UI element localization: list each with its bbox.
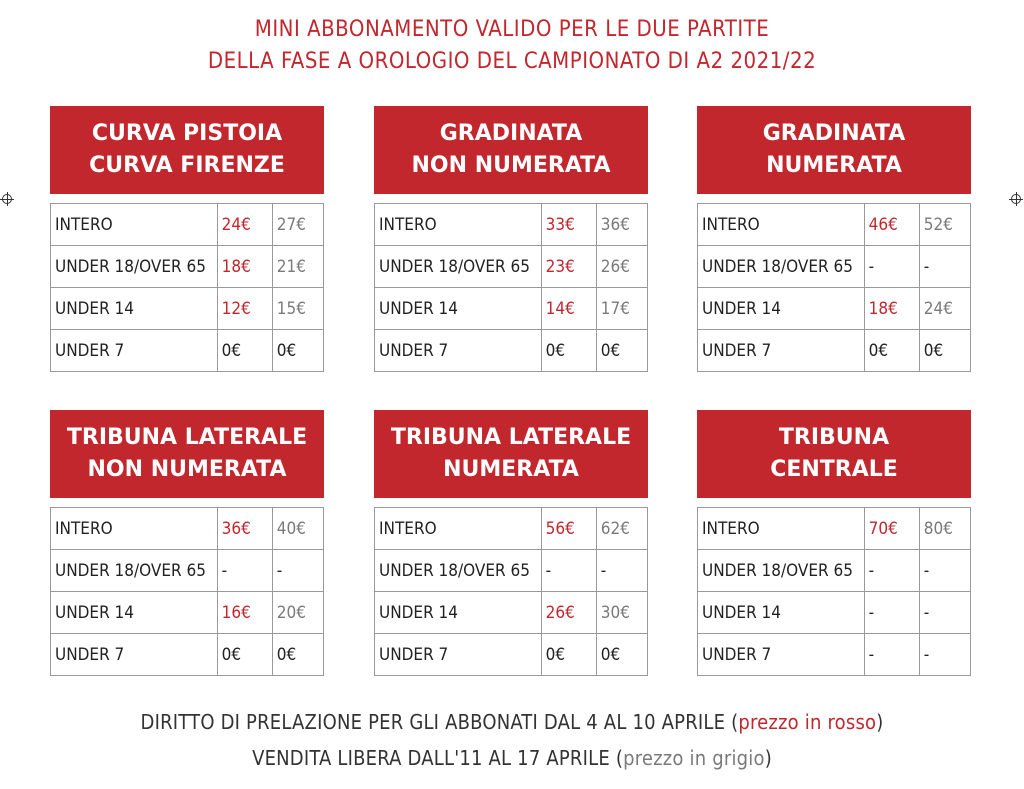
price-section-tribuna-laterale-non-numerata	[50, 410, 324, 676]
table-row	[375, 246, 648, 288]
price-vendita-libera: -	[919, 246, 970, 288]
price-prelazione: -	[541, 550, 596, 592]
price-prelazione: -	[864, 246, 919, 288]
price-table	[697, 203, 971, 372]
price-prelazione: -	[864, 634, 919, 676]
footer-vendita-highlight: prezzo in grigio	[623, 746, 765, 770]
table-row	[698, 550, 971, 592]
price-vendita-libera: 0€	[919, 330, 970, 372]
category-label: UNDER 7	[698, 634, 865, 676]
category-label: UNDER 7	[375, 634, 542, 676]
price-prelazione: 36€	[217, 508, 272, 550]
table-row	[698, 288, 971, 330]
price-vendita-libera: 30€	[596, 592, 647, 634]
price-prelazione: 0€	[541, 634, 596, 676]
category-label: UNDER 14	[375, 288, 542, 330]
price-prelazione: -	[864, 550, 919, 592]
section-header-line2: NON NUMERATA	[411, 153, 611, 178]
price-prelazione: 18€	[864, 288, 919, 330]
section-header	[697, 410, 971, 498]
price-prelazione: 26€	[541, 592, 596, 634]
category-label: UNDER 7	[51, 634, 218, 676]
price-section-tribuna-laterale-numerata	[374, 410, 648, 676]
section-header-line1: CURVA PISTOIA	[91, 121, 283, 146]
price-prelazione: 33€	[541, 204, 596, 246]
price-prelazione: 56€	[541, 508, 596, 550]
category-label: INTERO	[51, 204, 218, 246]
price-vendita-libera: -	[596, 550, 647, 592]
section-header-line2: NUMERATA	[443, 457, 579, 482]
price-section-curva	[50, 106, 324, 372]
category-label: INTERO	[375, 508, 542, 550]
price-prelazione: 16€	[217, 592, 272, 634]
footer-prelazione-highlight: prezzo in rosso	[738, 710, 877, 734]
category-label: UNDER 18/OVER 65	[375, 550, 542, 592]
price-vendita-libera: 0€	[596, 634, 647, 676]
price-prelazione: 0€	[864, 330, 919, 372]
price-table	[697, 507, 971, 676]
price-prelazione: 14€	[541, 288, 596, 330]
table-row	[375, 508, 648, 550]
footer-prelazione	[0, 710, 1024, 734]
table-row	[51, 592, 324, 634]
section-header-line2: CURVA FIRENZE	[89, 153, 285, 178]
table-row	[698, 246, 971, 288]
table-row	[698, 634, 971, 676]
price-prelazione: 0€	[541, 330, 596, 372]
table-row	[51, 550, 324, 592]
price-vendita-libera: 17€	[596, 288, 647, 330]
price-vendita-libera: 24€	[919, 288, 970, 330]
price-prelazione: 12€	[217, 288, 272, 330]
table-row	[375, 288, 648, 330]
category-label: UNDER 14	[51, 288, 218, 330]
price-vendita-libera: 21€	[272, 246, 323, 288]
price-prelazione: 0€	[217, 330, 272, 372]
category-label: UNDER 18/OVER 65	[698, 550, 865, 592]
table-row	[698, 592, 971, 634]
section-header	[374, 106, 648, 194]
price-vendita-libera: 40€	[272, 508, 323, 550]
category-label: INTERO	[698, 204, 865, 246]
price-prelazione: 46€	[864, 204, 919, 246]
category-label: UNDER 14	[698, 592, 865, 634]
category-label: UNDER 14	[375, 592, 542, 634]
category-label: UNDER 18/OVER 65	[698, 246, 865, 288]
price-vendita-libera: -	[919, 592, 970, 634]
section-header-line1: TRIBUNA	[778, 425, 890, 450]
price-vendita-libera: 80€	[919, 508, 970, 550]
price-section-gradinata-non-numerata	[374, 106, 648, 372]
page-title-line2: DELLA FASE A OROLOGIO DEL CAMPIONATO DI A2 2021/22	[207, 49, 817, 74]
table-row	[375, 634, 648, 676]
category-label: INTERO	[698, 508, 865, 550]
category-label: UNDER 14	[51, 592, 218, 634]
price-prelazione: 70€	[864, 508, 919, 550]
table-row	[51, 634, 324, 676]
category-label: UNDER 18/OVER 65	[51, 550, 218, 592]
price-prelazione: 18€	[217, 246, 272, 288]
section-header-line1: GRADINATA	[762, 121, 906, 146]
price-vendita-libera: -	[919, 550, 970, 592]
price-prelazione: -	[217, 550, 272, 592]
table-row	[698, 508, 971, 550]
price-table	[374, 507, 648, 676]
category-label: UNDER 7	[51, 330, 218, 372]
registration-mark-icon	[1011, 194, 1021, 204]
price-prelazione: -	[864, 592, 919, 634]
category-label: UNDER 18/OVER 65	[51, 246, 218, 288]
price-vendita-libera: 62€	[596, 508, 647, 550]
price-vendita-libera: 0€	[596, 330, 647, 372]
section-header	[50, 106, 324, 194]
section-header	[50, 410, 324, 498]
table-row	[51, 508, 324, 550]
page-title-line1: MINI ABBONAMENTO VALIDO PER LE DUE PARTITE	[254, 17, 770, 42]
price-table	[374, 203, 648, 372]
footer-vendita-text: VENDITA LIBERA DALL'11 AL 17 APRILE (	[252, 746, 624, 770]
section-header-line2: NON NUMERATA	[87, 457, 287, 482]
price-table	[50, 203, 324, 372]
price-section-gradinata-numerata	[697, 106, 971, 372]
table-row	[375, 592, 648, 634]
price-vendita-libera: 26€	[596, 246, 647, 288]
price-vendita-libera: 52€	[919, 204, 970, 246]
table-row	[375, 330, 648, 372]
price-prelazione: 23€	[541, 246, 596, 288]
section-header-line1: TRIBUNA LATERALE	[66, 425, 308, 450]
section-header-line1: GRADINATA	[439, 121, 583, 146]
price-vendita-libera: 0€	[272, 634, 323, 676]
footer-prelazione-text: DIRITTO DI PRELAZIONE PER GLI ABBONATI DAL 4 AL 10 APRILE (	[140, 710, 739, 734]
price-table	[50, 507, 324, 676]
table-row	[51, 246, 324, 288]
table-row	[51, 204, 324, 246]
table-row	[375, 550, 648, 592]
price-prelazione: 0€	[217, 634, 272, 676]
footer-vendita-libera	[0, 746, 1024, 770]
table-row	[698, 204, 971, 246]
category-label: INTERO	[51, 508, 218, 550]
price-vendita-libera: 0€	[272, 330, 323, 372]
table-row	[375, 204, 648, 246]
table-row	[51, 330, 324, 372]
table-row	[51, 288, 324, 330]
category-label: UNDER 14	[698, 288, 865, 330]
category-label: INTERO	[375, 204, 542, 246]
table-row	[698, 330, 971, 372]
price-vendita-libera: -	[272, 550, 323, 592]
section-header	[374, 410, 648, 498]
category-label: UNDER 7	[375, 330, 542, 372]
price-vendita-libera: 20€	[272, 592, 323, 634]
footer-vendita-close: )	[764, 746, 772, 770]
price-vendita-libera: 15€	[272, 288, 323, 330]
price-vendita-libera: 27€	[272, 204, 323, 246]
section-header-line1: TRIBUNA LATERALE	[390, 425, 632, 450]
price-vendita-libera: -	[919, 634, 970, 676]
section-header-line2: NUMERATA	[766, 153, 902, 178]
category-label: UNDER 7	[698, 330, 865, 372]
price-vendita-libera: 36€	[596, 204, 647, 246]
page-title	[0, 14, 1024, 78]
category-label: UNDER 18/OVER 65	[375, 246, 542, 288]
section-header-line2: CENTRALE	[770, 457, 898, 482]
section-header	[697, 106, 971, 194]
footer-prelazione-close: )	[876, 710, 884, 734]
price-prelazione: 24€	[217, 204, 272, 246]
registration-mark-icon	[2, 194, 12, 204]
price-section-tribuna-centrale	[697, 410, 971, 676]
